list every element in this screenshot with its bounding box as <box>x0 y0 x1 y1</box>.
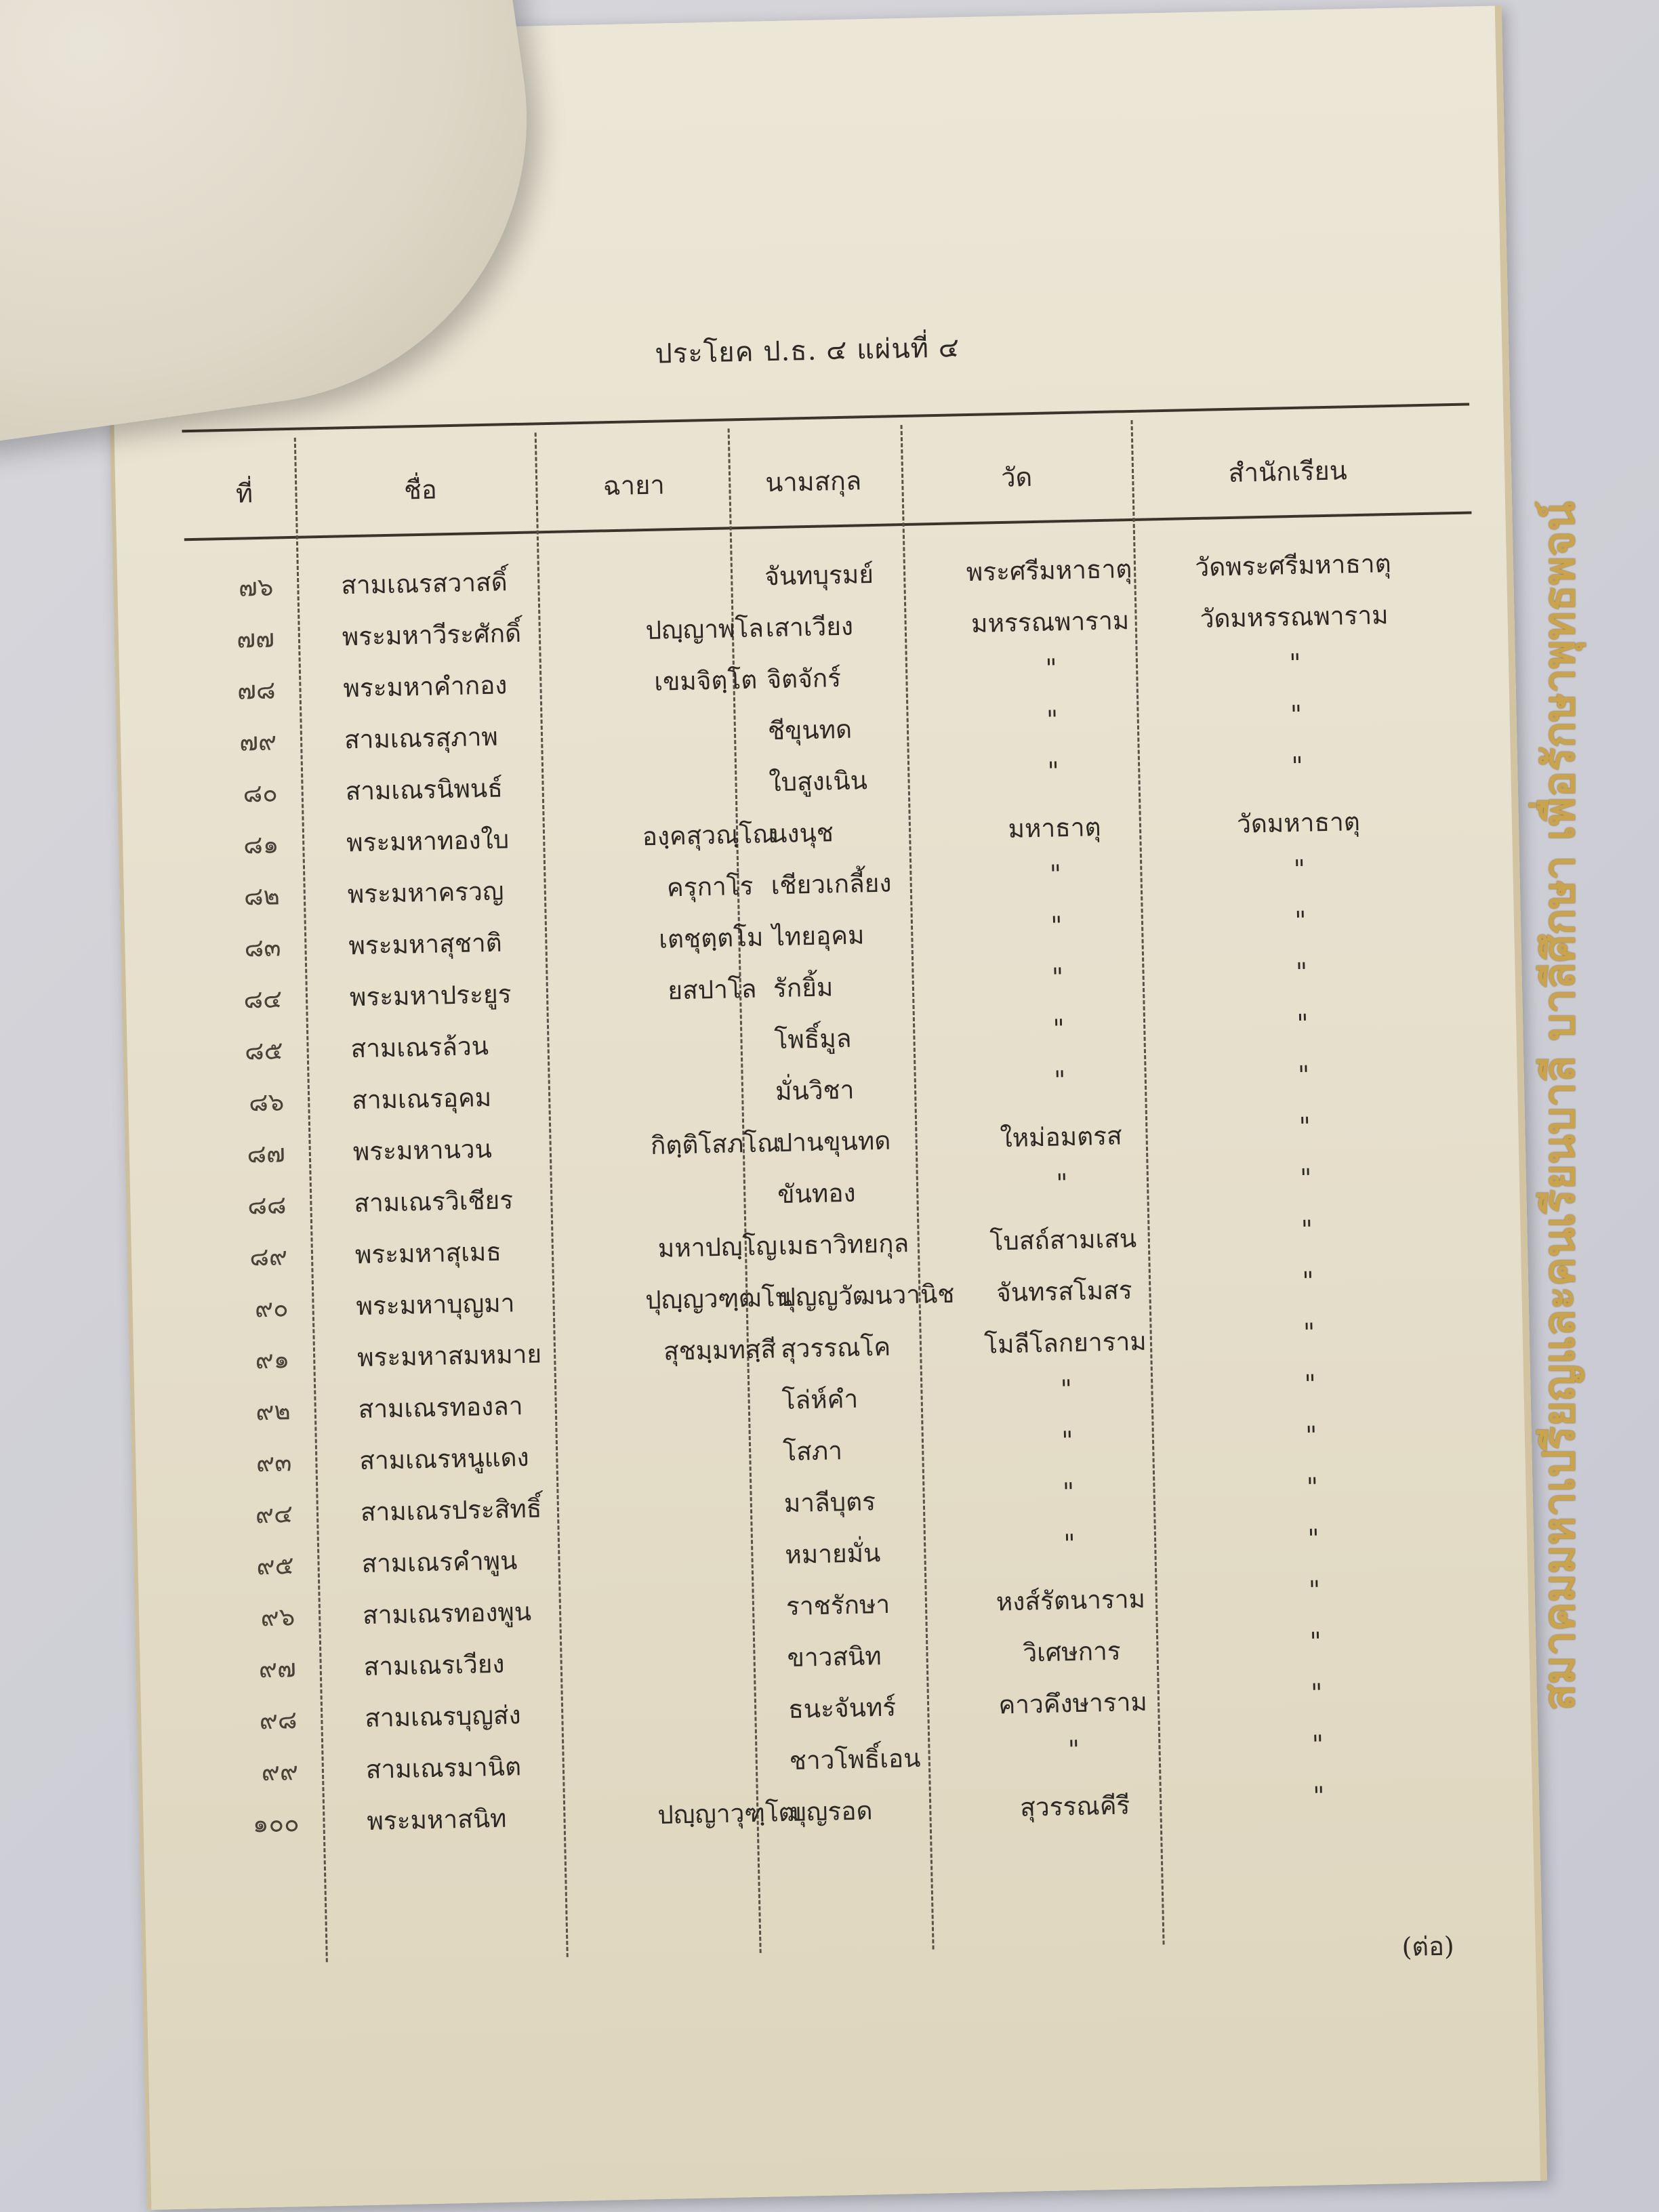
row-name: สามเณรวิเชียร <box>353 1185 514 1218</box>
row-name: สามเณรทองพูน <box>362 1597 532 1631</box>
table-top-rule <box>182 403 1469 432</box>
row-name: สามเณรเวียง <box>363 1649 505 1682</box>
row-number: ๘๑ <box>243 830 279 860</box>
row-school: " <box>1300 1214 1313 1244</box>
row-name: พระมหานวน <box>352 1134 493 1167</box>
row-wat: สุวรรณคีรี <box>1019 1790 1130 1822</box>
row-school: " <box>1302 1266 1315 1296</box>
row-school: " <box>1310 1678 1323 1708</box>
row-number: ๘๗ <box>247 1139 286 1169</box>
row-wat: " <box>1067 1734 1080 1765</box>
row-surname: ชาวโพธิ์เอน <box>789 1743 921 1776</box>
row-number: ๗๖ <box>238 572 274 602</box>
row-name: สามเณรสวาสดิ์ <box>340 567 508 600</box>
watermark <box>1491 0 1626 2212</box>
row-number: ๘๘ <box>247 1190 287 1221</box>
row-surname: จันทบุรมย์ <box>764 559 874 592</box>
row-surname: บุญรอด <box>790 1796 873 1827</box>
row-school: " <box>1313 1781 1326 1811</box>
row-wat: " <box>1051 962 1064 992</box>
row-name: สามเณรอุคม <box>351 1082 492 1115</box>
row-surname: รักยิ้ม <box>773 972 834 1004</box>
row-name: สามเณรนิพนธ์ <box>345 773 504 806</box>
row-surname: หมายมั่น <box>784 1538 881 1570</box>
row-school: " <box>1304 1369 1317 1399</box>
header-no: ที่ <box>235 478 253 509</box>
row-wat: คาวคึงษาราม <box>998 1687 1148 1720</box>
row-name: พระมหาสมหมาย <box>356 1339 542 1373</box>
row-wat: " <box>1060 1374 1073 1404</box>
row-school: " <box>1295 957 1308 987</box>
row-wat: " <box>1045 653 1058 683</box>
row-name: สามเณรล้วน <box>350 1031 489 1064</box>
row-surname: ปุญญวัฒนวานิช <box>779 1279 955 1313</box>
row-surname: นงนุช <box>769 818 834 849</box>
row-school: " <box>1309 1626 1322 1656</box>
row-surname: ชีขุนทด <box>767 714 853 746</box>
row-school: " <box>1308 1575 1321 1605</box>
row-alias: เตชุตฺตโม <box>658 922 764 954</box>
row-school: " <box>1299 1163 1312 1193</box>
row-name: สามเณรคำพูน <box>361 1546 518 1579</box>
row-number: ๙๕ <box>256 1551 295 1581</box>
row-number: ๘๔ <box>243 984 283 1015</box>
row-wat: โบสถ์สามเสน <box>989 1224 1137 1256</box>
row-school: " <box>1305 1420 1317 1450</box>
row-wat: วิเศษการ <box>1022 1636 1122 1668</box>
row-number: ๗๙ <box>239 726 277 757</box>
row-alias: ปญฺญาวุฑฺโฒ <box>657 1797 802 1830</box>
header-surname: นามสกุล <box>764 466 862 498</box>
row-number: ๗๗ <box>236 623 275 654</box>
row-number: ๘๐ <box>243 778 279 808</box>
row-number: ๙๘ <box>259 1705 298 1736</box>
row-surname: ปานขุนทด <box>776 1126 891 1158</box>
row-surname: มั่นวิชา <box>775 1075 855 1107</box>
row-name: พระมหาสุชาติ <box>348 928 503 961</box>
row-wat: " <box>1050 911 1063 941</box>
row-wat: " <box>1047 756 1060 786</box>
row-surname: ธนะจันทร์ <box>787 1692 897 1724</box>
row-surname: จิตจักร์ <box>766 663 842 695</box>
row-alias: ครุกาโร <box>666 871 754 903</box>
row-school: วัดมหรรณพาราม <box>1200 600 1389 634</box>
row-number: ๙๓ <box>255 1448 292 1478</box>
row-wat: " <box>1062 1477 1075 1507</box>
row-name: พระมหาวีระศักดิ์ <box>342 618 522 652</box>
row-surname: มาลีบุตร <box>783 1487 876 1519</box>
row-surname: โพธิ์มูล <box>774 1023 852 1055</box>
row-number: ๘๕ <box>244 1036 284 1066</box>
row-school: วัดมหาธาตุ <box>1236 807 1361 839</box>
row-wat: " <box>1056 1168 1068 1198</box>
header-wat: วัด <box>1000 462 1033 493</box>
row-wat: จันทรสโมสร <box>996 1275 1133 1308</box>
row-school: " <box>1303 1317 1315 1347</box>
row-school: " <box>1293 854 1306 884</box>
row-number: ๘๓ <box>244 933 281 963</box>
row-wat: " <box>1061 1426 1073 1456</box>
row-name: พระมหาประยูร <box>349 979 512 1012</box>
row-alias: กิตฺติโสภโณ <box>650 1128 781 1161</box>
row-school: " <box>1311 1729 1324 1759</box>
row-surname: ขันทอง <box>777 1178 856 1210</box>
row-wat: " <box>1046 705 1059 735</box>
row-name: สามเณรทองลา <box>358 1391 523 1425</box>
row-school: " <box>1307 1523 1320 1553</box>
row-wat: มหรรณพาราม <box>970 606 1130 638</box>
row-wat: มหาธาตุ <box>1008 813 1101 844</box>
continued-note: (ต่อ) <box>1401 1931 1455 1963</box>
row-name: พระมหาสุเมธ <box>354 1237 502 1270</box>
row-surname: เชียวเกลี้ยง <box>771 868 892 901</box>
row-number: ๙๒ <box>255 1396 291 1427</box>
row-name: พระมหาทองใบ <box>346 825 510 858</box>
row-alias: สุชมฺมทสฺสี <box>663 1334 777 1366</box>
row-alias: ยสปาโล <box>667 974 757 1006</box>
row-surname: ราชรักษา <box>785 1589 890 1621</box>
row-name: พระมหาครวญ <box>347 876 504 909</box>
row-number: ๘๒ <box>243 881 281 912</box>
row-surname: ใบสูงเนิน <box>769 766 868 798</box>
row-school: วัดพระศรีมหาธาตุ <box>1194 548 1392 583</box>
row-surname: ขาวสนิท <box>787 1641 882 1673</box>
row-wat: " <box>1052 1014 1065 1044</box>
row-alias: มหาปญฺโญ <box>657 1231 778 1263</box>
row-number: ๘๙ <box>249 1242 288 1272</box>
row-wat: โมลีโลกยาราม <box>983 1326 1147 1359</box>
header-school: สำนักเรียน <box>1228 455 1348 488</box>
row-school: " <box>1294 905 1307 936</box>
row-number: ๙๐ <box>254 1293 289 1324</box>
row-surname: โล่ห์คำ <box>781 1384 859 1416</box>
row-alias: เขมจิตฺโต <box>653 665 758 697</box>
row-number: ๙๔ <box>255 1499 293 1530</box>
row-school: " <box>1296 1008 1309 1039</box>
row-name: พระมหาสนิท <box>367 1803 507 1837</box>
row-wat: " <box>1049 859 1062 889</box>
row-number: ๗๘ <box>237 675 276 705</box>
row-surname: เสาเวียง <box>765 611 854 643</box>
row-school: " <box>1297 1060 1310 1090</box>
row-surname: เมธาวิทยกุล <box>778 1229 909 1261</box>
row-surname: ไทยอุคม <box>771 920 865 952</box>
row-name: สามเณรประสิทธิ์ <box>360 1494 542 1528</box>
row-alias: องฺคสุวณฺโณ <box>642 819 777 852</box>
row-name: สามเณรบุญส่ง <box>364 1700 521 1734</box>
row-number: ๙๖ <box>260 1602 295 1633</box>
row-alias: ปุญฺญวฑฺฒโน <box>644 1282 793 1315</box>
row-surname: โสภา <box>782 1436 843 1467</box>
row-surname: สุวรรณโค <box>780 1332 891 1364</box>
row-school: " <box>1298 1111 1311 1141</box>
row-name: พระมหาบุญมา <box>356 1288 515 1322</box>
row-number: ๙๗ <box>258 1654 297 1684</box>
row-wat: " <box>1053 1065 1066 1095</box>
row-wat: " <box>1063 1529 1076 1559</box>
row-school: " <box>1291 751 1304 781</box>
row-school: " <box>1289 648 1301 678</box>
row-number: ๙๙ <box>261 1757 299 1787</box>
row-school: " <box>1290 699 1303 730</box>
row-number: ๘๖ <box>248 1087 285 1118</box>
header-alias: ฉายา <box>602 470 665 501</box>
row-name: พระมหาคำกอง <box>343 670 508 703</box>
page-heading: ประโยค ป.ธ. ๔ แผ่นที่ ๔ <box>654 332 960 370</box>
row-wat: ใหม่อมตรส <box>1000 1121 1122 1153</box>
watermark-text: สมาคมมหาเปรียญและคนเรียนบาลี บาลีศึกษา เพื่อรักษาพุทธพจน์ <box>1534 501 1584 1711</box>
row-wat: พระศรีมหาธาตุ <box>966 554 1132 588</box>
row-wat: หงส์รัตนาราม <box>996 1584 1146 1617</box>
table-body <box>117 541 1507 1839</box>
row-name: สามเณรมานิต <box>365 1752 522 1785</box>
row-number: ๙๑ <box>255 1345 290 1375</box>
row-number: ๑๐๐ <box>252 1808 300 1839</box>
row-name: สามเณรหนูแดง <box>359 1442 530 1476</box>
row-name: สามเณรสุภาพ <box>344 722 499 755</box>
header-name: ชื่อ <box>403 474 438 506</box>
table-header-rule <box>184 511 1472 541</box>
row-alias: ปญฺญาพโล <box>645 613 764 646</box>
row-school: " <box>1306 1472 1319 1502</box>
